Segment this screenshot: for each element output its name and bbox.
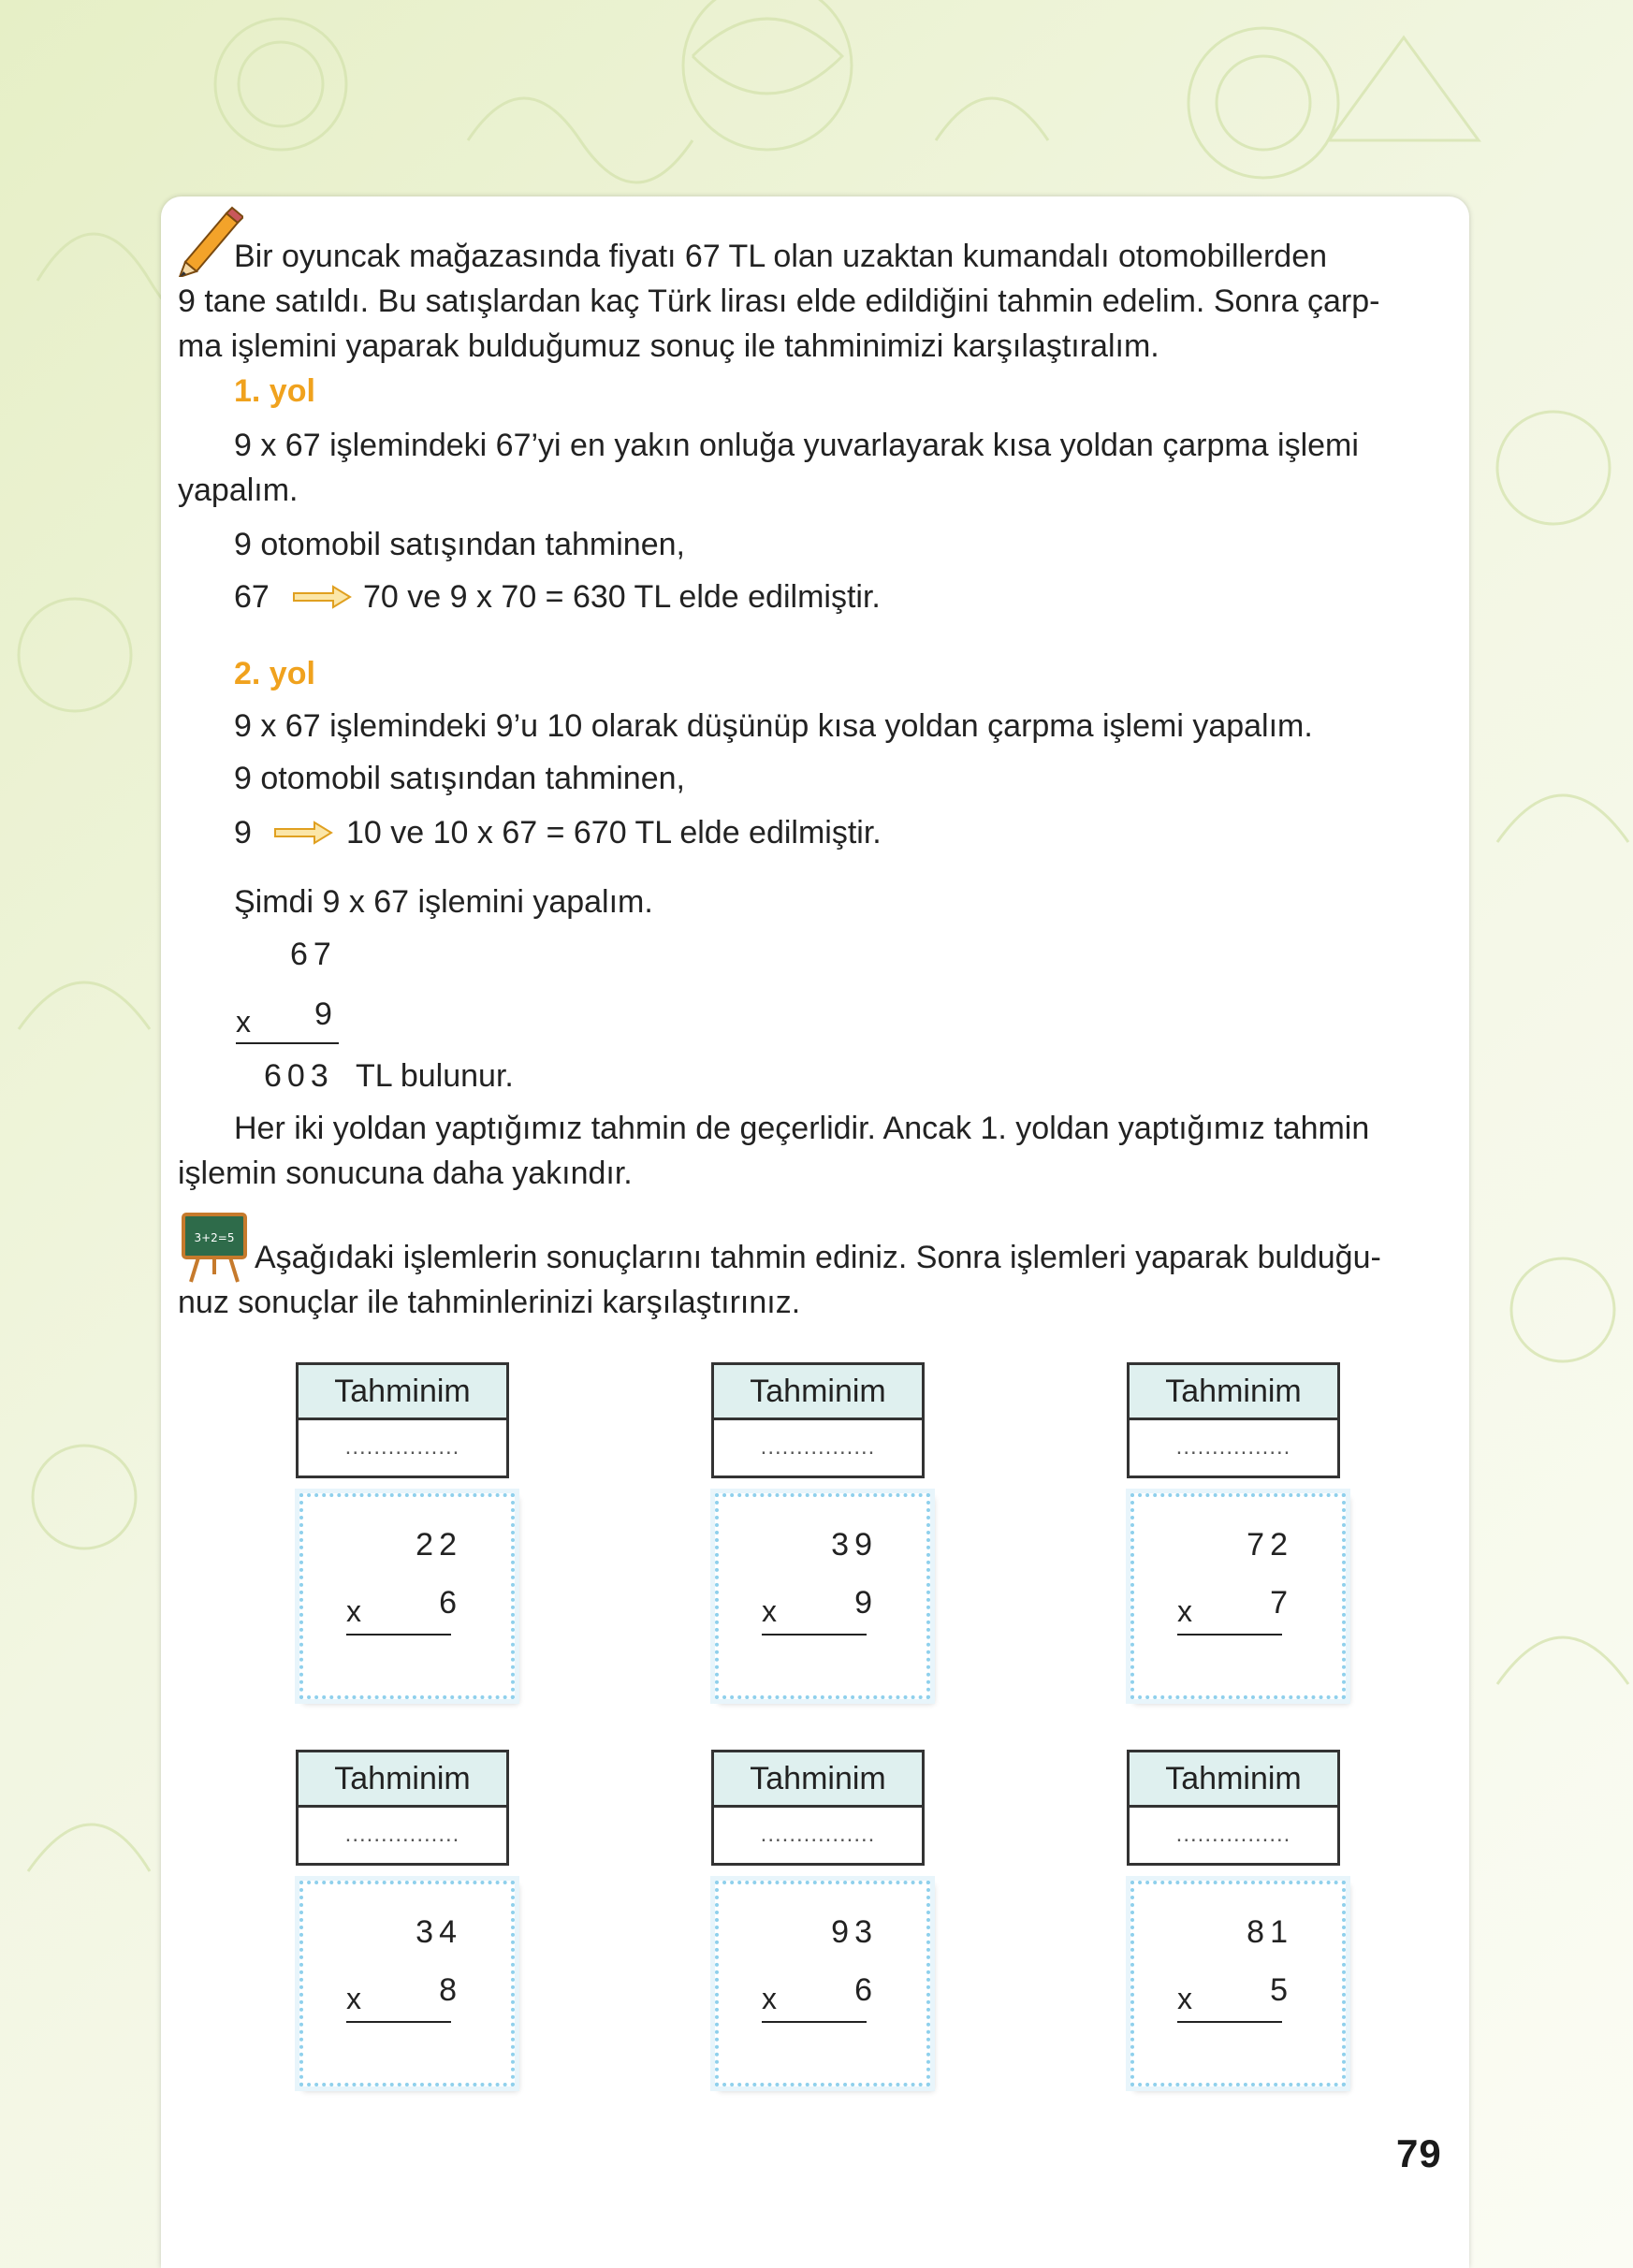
exercise-multiplicand: 39 [831, 1527, 878, 1563]
method-1-estimate-label: 9 otomobil satışından tahminen, [234, 527, 685, 562]
exercise-operator: x [346, 1594, 361, 1628]
exercise-multiplicand: 22 [416, 1527, 462, 1563]
exercise-multiplier: 8 [439, 1972, 457, 2008]
exercise-rule [762, 1634, 867, 1636]
intro-line-3: ma işlemini yaparak bulduğumuz sonuç ile tahminimizi karşılaştıralım. [178, 328, 1159, 364]
arrow-right-icon [273, 820, 333, 846]
chalkboard-icon [182, 1213, 247, 1284]
exercise-card-1 [299, 1493, 515, 1699]
estimate-box-header: Tahminim [1130, 1752, 1337, 1808]
method-1-from-value: 67 [234, 579, 270, 615]
exercise-operator: x [1177, 1594, 1192, 1628]
conclusion-line-1: Her iki yoldan yaptığımız tahmin de geçerlidir. Ancak 1. yoldan yaptığımız tahmin [234, 1111, 1370, 1146]
exercise-operator: x [762, 1982, 777, 2015]
estimate-blank[interactable]: ................ [1175, 1434, 1291, 1460]
exercise-rule [1177, 2021, 1282, 2023]
estimate-box-5[interactable] [711, 1750, 925, 1866]
intro-line-1: Bir oyuncak mağazasında fiyatı 67 TL olan uzaktan kumandalı otomobillerden [234, 239, 1328, 274]
intro-line-2: 9 tane satıldı. Bu satışlardan kaç Türk lirası elde edildiğini tahmin edelim. Sonra çarp- [178, 284, 1380, 319]
estimate-blank[interactable]: ................ [344, 1822, 460, 1847]
method-1-desc-line-1: 9 x 67 işlemindeki 67’yi en yakın onluğa yuvarlayarak kısa yoldan çarpma işlemi [234, 428, 1359, 463]
exercise-operator: x [346, 1982, 361, 2015]
exercise-multiplicand: 93 [831, 1914, 878, 1950]
exercise-card-3 [1130, 1493, 1346, 1699]
estimate-blank[interactable]: ................ [760, 1822, 876, 1847]
estimate-box-header: Tahminim [299, 1365, 506, 1420]
calculation-product-suffix: TL bulunur. [356, 1058, 514, 1094]
estimate-box-3[interactable] [1127, 1362, 1340, 1478]
exercise-card-4 [299, 1881, 515, 2086]
estimate-blank[interactable]: ................ [344, 1434, 460, 1460]
calculation-intro: Şimdi 9 x 67 işlemini yapalım. [234, 884, 653, 920]
exercise-multiplier: 7 [1270, 1585, 1288, 1621]
exercise-rule [346, 2021, 451, 2023]
estimate-box-4[interactable] [296, 1750, 509, 1866]
estimate-blank[interactable]: ................ [760, 1434, 876, 1460]
exercise-card-2 [715, 1493, 930, 1699]
exercise-rule [346, 1634, 451, 1636]
exercise-operator: x [762, 1594, 777, 1628]
chalkboard-text: 3+2=5 [194, 1231, 235, 1244]
exercise-card-5 [715, 1881, 930, 2086]
method-1-desc-line-2: yapalım. [178, 472, 299, 508]
exercise-rule [1177, 1634, 1282, 1636]
calculation-product: 603 [264, 1058, 334, 1094]
exercise-multiplier: 6 [439, 1585, 457, 1621]
method-1-result: 70 ve 9 x 70 = 630 TL elde edilmiştir. [363, 579, 881, 615]
method-2-heading: 2. yol [234, 656, 315, 691]
method-2-result: 10 ve 10 x 67 = 670 TL elde edilmiştir. [346, 815, 882, 850]
method-2-desc: 9 x 67 işlemindeki 9’u 10 olarak düşünüp kısa yoldan çarpma işlemi yapalım. [234, 708, 1313, 744]
estimate-box-header: Tahminim [1130, 1365, 1337, 1420]
estimate-box-1[interactable] [296, 1362, 509, 1478]
exercise-rule [762, 2021, 867, 2023]
pencil-icon [174, 204, 243, 277]
calculation-multiplier: 9 [314, 996, 332, 1032]
method-1-heading: 1. yol [234, 373, 315, 409]
estimate-box-header: Tahminim [299, 1752, 506, 1808]
calculation-operator: x [236, 1005, 251, 1039]
exercise-multiplier: 9 [854, 1585, 872, 1621]
estimate-box-header: Tahminim [714, 1365, 922, 1420]
exercise-card-6 [1130, 1881, 1346, 2086]
estimate-box-header: Tahminim [714, 1752, 922, 1808]
exercise-multiplicand: 72 [1247, 1527, 1293, 1563]
exercise-multiplicand: 81 [1247, 1914, 1293, 1950]
exercise-multiplier: 5 [1270, 1972, 1288, 2008]
exercise-multiplier: 6 [854, 1972, 872, 2008]
estimate-blank[interactable]: ................ [1175, 1822, 1291, 1847]
activity-line-1: Aşağıdaki işlemlerin sonuçlarını tahmin ediniz. Sonra işlemleri yaparak bulduğu- [255, 1240, 1381, 1275]
page-number: 79 [1396, 2131, 1442, 2175]
method-2-from-value: 9 [234, 815, 252, 850]
calculation-rule [236, 1042, 339, 1044]
exercise-operator: x [1177, 1982, 1192, 2015]
exercise-multiplicand: 34 [416, 1914, 462, 1950]
activity-line-2: nuz sonuçlar ile tahminlerinizi karşılaştırınız. [178, 1285, 801, 1320]
estimate-box-6[interactable] [1127, 1750, 1340, 1866]
conclusion-line-2: işlemin sonucuna daha yakındır. [178, 1156, 633, 1191]
arrow-right-icon [292, 584, 352, 610]
estimate-box-2[interactable] [711, 1362, 925, 1478]
calculation-multiplicand: 67 [290, 937, 337, 972]
method-2-estimate-label: 9 otomobil satışından tahminen, [234, 761, 685, 796]
